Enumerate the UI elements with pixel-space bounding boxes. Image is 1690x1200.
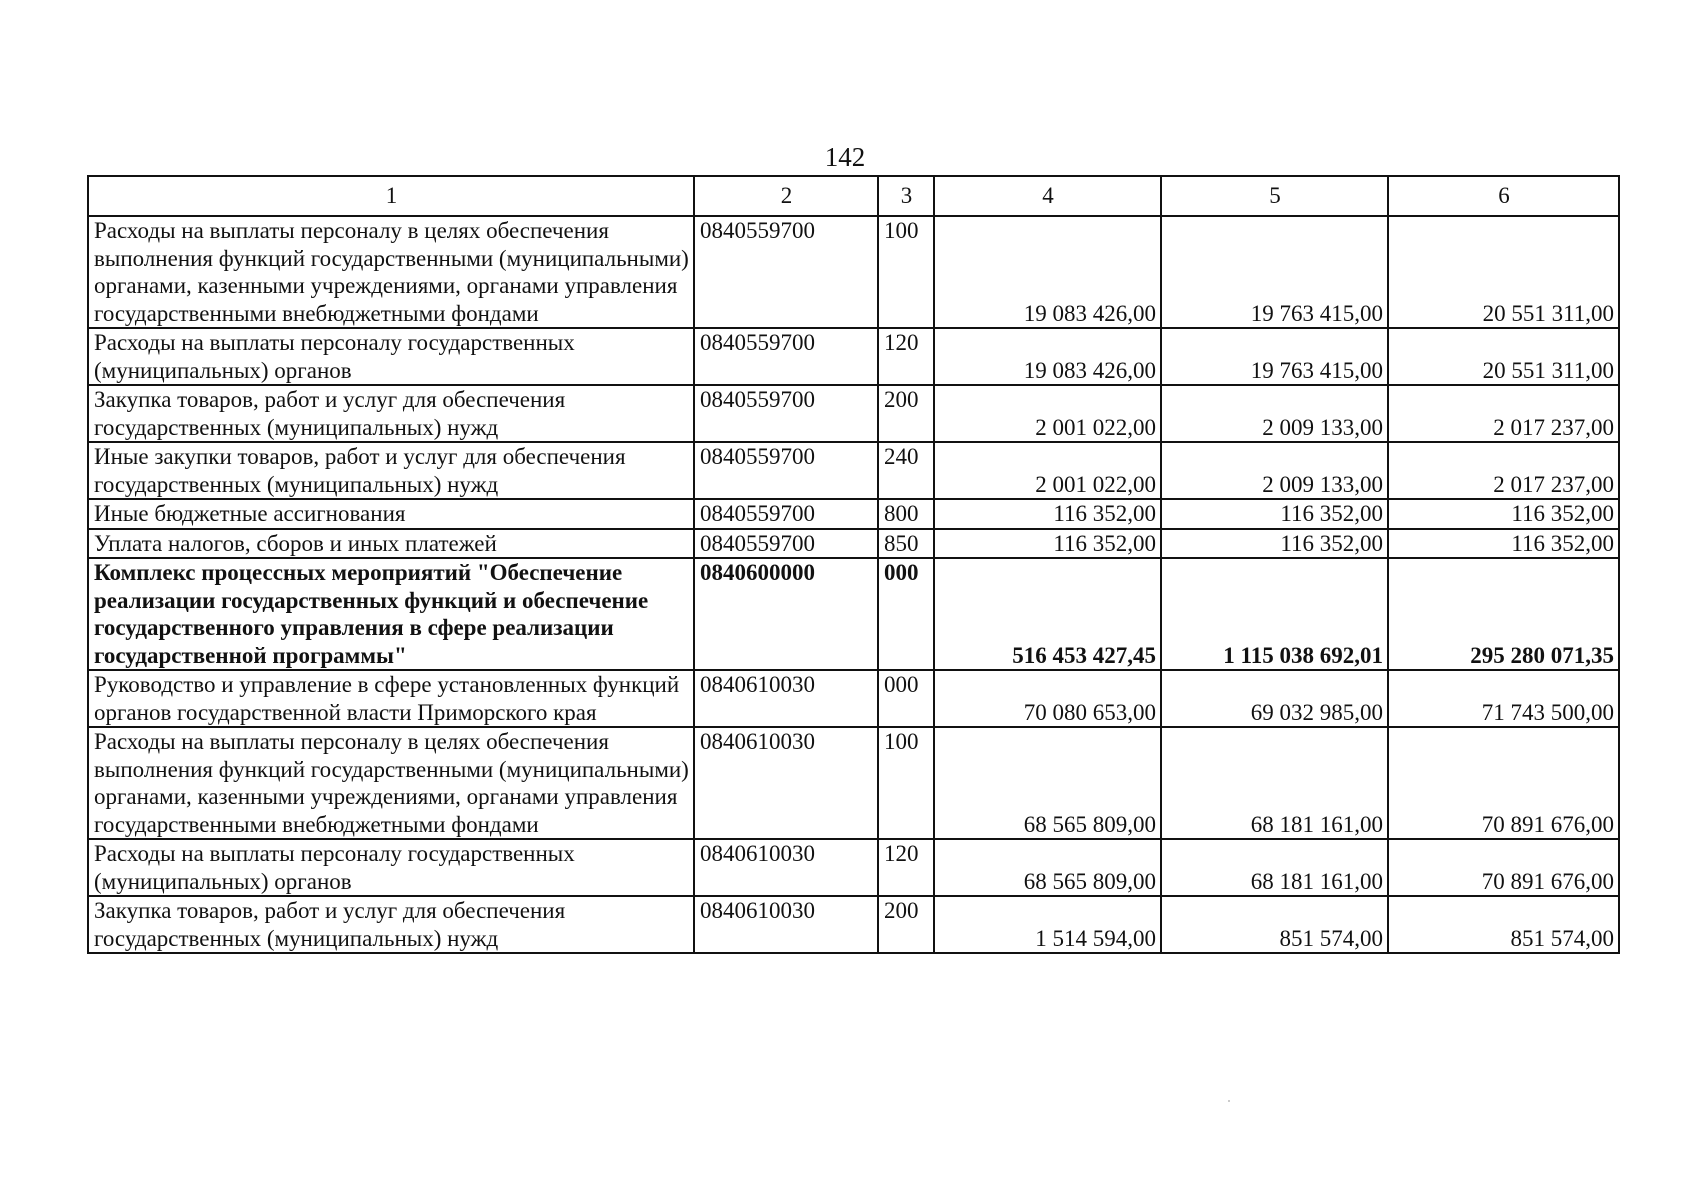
row-name: Комплекс процессных мероприятий "Обеспечение реализации государственных функций и обеспечение государственного управления в сфере реализации государственной программы" — [88, 558, 694, 670]
amount-col5: 19 763 415,00 — [1161, 328, 1388, 385]
amount-col5: 116 352,00 — [1161, 499, 1388, 529]
row-name: Расходы на выплаты персоналу в целях обеспечения выполнения функций государственными (муниципальными) органами, казенными учреждениями, органами управления государственными внебюджетными фондами — [88, 216, 694, 328]
amount-col6: 20 551 311,00 — [1388, 328, 1619, 385]
table-row — [88, 839, 1619, 896]
expense-type-code: 200 — [878, 385, 934, 442]
expense-type-code: 850 — [878, 529, 934, 559]
column-header: 4 — [934, 176, 1161, 216]
table-row — [88, 529, 1619, 559]
column-header: 2 — [694, 176, 878, 216]
amount-col6: 71 743 500,00 — [1388, 670, 1619, 727]
amount-col5: 68 181 161,00 — [1161, 839, 1388, 896]
table-row — [88, 896, 1619, 953]
amount-col4: 116 352,00 — [934, 529, 1161, 559]
amount-col5: 19 763 415,00 — [1161, 216, 1388, 328]
amount-col4: 68 565 809,00 — [934, 839, 1161, 896]
expense-type-code: 000 — [878, 670, 934, 727]
expense-type-code: 800 — [878, 499, 934, 529]
expense-type-code: 000 — [878, 558, 934, 670]
row-name: Закупка товаров, работ и услуг для обеспечения государственных (муниципальных) нужд — [88, 385, 694, 442]
target-article-code: 0840559700 — [694, 385, 878, 442]
target-article-code: 0840559700 — [694, 499, 878, 529]
amount-col4: 116 352,00 — [934, 499, 1161, 529]
target-article-code: 0840610030 — [694, 727, 878, 839]
expense-type-code: 200 — [878, 896, 934, 953]
target-article-code: 0840559700 — [694, 529, 878, 559]
target-article-code: 0840559700 — [694, 442, 878, 499]
scan-speck — [1228, 1100, 1230, 1102]
row-name: Расходы на выплаты персоналу государственных (муниципальных) органов — [88, 328, 694, 385]
amount-col6: 116 352,00 — [1388, 499, 1619, 529]
table-row-program-total — [88, 558, 1619, 670]
amount-col5: 2 009 133,00 — [1161, 442, 1388, 499]
amount-col5: 1 115 038 692,01 — [1161, 558, 1388, 670]
amount-col5: 116 352,00 — [1161, 529, 1388, 559]
table-row — [88, 216, 1619, 328]
table-row — [88, 670, 1619, 727]
amount-col4: 19 083 426,00 — [934, 216, 1161, 328]
amount-col5: 69 032 985,00 — [1161, 670, 1388, 727]
target-article-code: 0840559700 — [694, 216, 878, 328]
amount-col6: 70 891 676,00 — [1388, 727, 1619, 839]
row-name: Расходы на выплаты персоналу в целях обеспечения выполнения функций государственными (муниципальными) органами, казенными учреждениями, органами управления государственными внебюджетными фондами — [88, 727, 694, 839]
amount-col4: 19 083 426,00 — [934, 328, 1161, 385]
expense-type-code: 240 — [878, 442, 934, 499]
target-article-code: 0840610030 — [694, 839, 878, 896]
target-article-code: 0840610030 — [694, 670, 878, 727]
amount-col6: 295 280 071,35 — [1388, 558, 1619, 670]
amount-col6: 116 352,00 — [1388, 529, 1619, 559]
column-header: 1 — [88, 176, 694, 216]
table-row — [88, 442, 1619, 499]
column-header: 3 — [878, 176, 934, 216]
amount-col4: 70 080 653,00 — [934, 670, 1161, 727]
table-row — [88, 385, 1619, 442]
amount-col4: 516 453 427,45 — [934, 558, 1161, 670]
target-article-code: 0840600000 — [694, 558, 878, 670]
row-name: Иные бюджетные ассигнования — [88, 499, 694, 529]
expense-type-code: 100 — [878, 727, 934, 839]
amount-col6: 2 017 237,00 — [1388, 442, 1619, 499]
amount-col4: 68 565 809,00 — [934, 727, 1161, 839]
row-name: Расходы на выплаты персоналу государственных (муниципальных) органов — [88, 839, 694, 896]
row-name: Закупка товаров, работ и услуг для обеспечения государственных (муниципальных) нужд — [88, 896, 694, 953]
amount-col6: 851 574,00 — [1388, 896, 1619, 953]
table-row — [88, 328, 1619, 385]
row-name: Руководство и управление в сфере установленных функций органов государственной власти Приморского края — [88, 670, 694, 727]
expense-type-code: 100 — [878, 216, 934, 328]
table-row — [88, 499, 1619, 529]
amount-col5: 851 574,00 — [1161, 896, 1388, 953]
expense-type-code: 120 — [878, 839, 934, 896]
amount-col4: 2 001 022,00 — [934, 442, 1161, 499]
target-article-code: 0840559700 — [694, 328, 878, 385]
row-name: Иные закупки товаров, работ и услуг для обеспечения государственных (муниципальных) нужд — [88, 442, 694, 499]
amount-col5: 68 181 161,00 — [1161, 727, 1388, 839]
page-number: 142 — [824, 142, 866, 172]
amount-col6: 70 891 676,00 — [1388, 839, 1619, 896]
amount-col4: 2 001 022,00 — [934, 385, 1161, 442]
amount-col4: 1 514 594,00 — [934, 896, 1161, 953]
amount-col6: 20 551 311,00 — [1388, 216, 1619, 328]
expense-type-code: 120 — [878, 328, 934, 385]
table-row — [88, 727, 1619, 839]
column-header: 6 — [1388, 176, 1619, 216]
table-header-row — [88, 176, 1619, 216]
amount-col6: 2 017 237,00 — [1388, 385, 1619, 442]
column-header: 5 — [1161, 176, 1388, 216]
target-article-code: 0840610030 — [694, 896, 878, 953]
row-name: Уплата налогов, сборов и иных платежей — [88, 529, 694, 559]
budget-table — [87, 175, 1620, 954]
amount-col5: 2 009 133,00 — [1161, 385, 1388, 442]
